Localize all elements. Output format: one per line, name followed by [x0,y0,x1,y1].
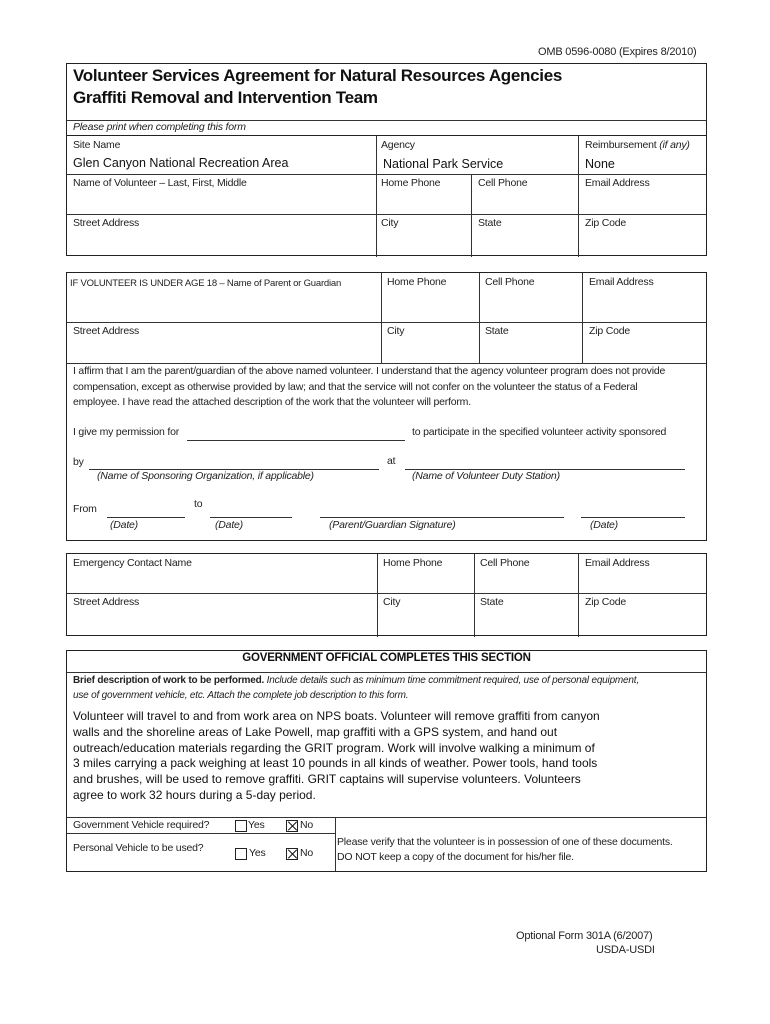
brief-description-instructions: Brief description of work to be performed. Include details such as minimum time commitment required, use of personal equipment, [73,675,639,686]
emergency-email-label: Email Address [585,557,650,569]
emergency-home-phone-label: Home Phone [383,557,443,569]
to-date-line[interactable] [210,517,292,518]
title-box [66,63,707,136]
at-label: at [387,455,396,467]
guardian-email-label: Email Address [589,276,654,288]
signature-date-caption: (Date) [590,519,618,531]
brief-description-instructions-2: use of government vehicle, etc. Attach the complete job description to this form. [73,690,409,701]
to-label: to [194,498,203,510]
volunteer-zip-label: Zip Code [585,217,627,229]
government-vehicle-label: Government Vehicle required? [73,819,210,831]
government-vehicle-no-checkbox[interactable] [286,820,298,832]
personal-vehicle-no-checkbox[interactable] [286,848,298,860]
volunteer-state-label: State [478,217,502,229]
duty-station-caption: (Name of Volunteer Duty Station) [412,470,560,482]
from-label: From [73,503,97,515]
personal-vehicle-no-label: No [300,847,314,859]
emergency-state-label: State [480,596,504,608]
volunteer-name-line[interactable] [187,440,405,441]
reimbursement-label: Reimbursement (if any) [585,139,690,151]
agency-field[interactable]: National Park Service [383,157,504,171]
government-vehicle-yes-label: Yes [248,819,265,831]
permission-suffix: to participate in the specified volunteer activity sponsored [412,426,667,438]
site-name-field[interactable]: Glen Canyon National Recreation Area [73,156,289,170]
personal-vehicle-yes-label: Yes [249,847,266,859]
print-note: Please print when completing this form [73,121,246,133]
guardian-cell-phone-label: Cell Phone [485,276,535,288]
emergency-city-label: City [383,596,401,608]
personal-vehicle-label: Personal Vehicle to be used? [73,842,204,854]
form-number: Optional Form 301A (6/2007) [516,930,653,942]
reimbursement-field[interactable]: None [585,157,615,171]
emergency-cell-phone-label: Cell Phone [480,557,530,569]
footer-agency: USDA-USDI [596,944,655,956]
from-date-line[interactable] [107,517,185,518]
guardian-home-phone-label: Home Phone [387,276,447,288]
volunteer-cell-phone-label: Cell Phone [478,177,528,189]
government-section-heading: GOVERNMENT OFFICIAL COMPLETES THIS SECTION [242,652,531,664]
sponsor-caption: (Name of Sponsoring Organization, if applicable) [97,470,314,482]
permission-prefix: I give my permission for [73,426,180,438]
guardian-signature-line[interactable] [320,517,564,518]
personal-vehicle-yes-checkbox[interactable] [235,848,247,860]
guardian-name-label: IF VOLUNTEER IS UNDER AGE 18 – Name of Parent or Guardian [70,278,342,289]
to-date-caption: (Date) [215,519,243,531]
volunteer-street-label: Street Address [73,217,140,229]
guardian-street-label: Street Address [73,325,140,337]
agency-label: Agency [381,139,415,151]
guardian-state-label: State [485,325,509,337]
form-title: Volunteer Services Agreement for Natural Resources Agencies [73,66,563,85]
volunteer-info-section [66,135,707,256]
omb-number: OMB 0596-0080 (Expires 8/2010) [538,46,697,58]
emergency-street-label: Street Address [73,596,140,608]
government-section [66,650,707,872]
emergency-contact-section [66,553,707,636]
work-description[interactable]: Volunteer will travel to and from work area on NPS boats. Volunteer will remove graffiti from canyon walls and the shoreline areas of Lake Powell, map graffiti with a GPS system, and hand out outreach/education materials regarding the GRIT program. Work will involve walking a minimum of 3 miles carrying a pack weighing at least 10 pounds in all kinds of weather. Power tools, hand tools and brushes, will be used to remove graffiti. GRIT captains will supervise volunteers. Volunteers agree to work 32 hours during a 5-day period. [73,709,600,802]
document-verification-note: Please verify that the volunteer is in possession of one of these documents. DO NOT keep a copy of the document for his/her file. [337,836,673,863]
volunteer-name-label: Name of Volunteer – Last, First, Middle [73,177,247,189]
volunteer-city-label: City [381,217,399,229]
guardian-section [66,272,707,541]
affirmation-text: I affirm that I am the parent/guardian of the above named volunteer. I understand that the agency volunteer program does not provide compensation, except as otherwise provided by law; and that the service will not confer on the volunteer the status of a Federal employee. I have read the attached description of the work that the volunteer will perform. [73,365,666,408]
emergency-zip-label: Zip Code [585,596,627,608]
guardian-city-label: City [387,325,405,337]
signature-caption: (Parent/Guardian Signature) [329,519,456,531]
signature-date-line[interactable] [581,517,685,518]
emergency-name-label: Emergency Contact Name [73,557,192,569]
government-vehicle-yes-checkbox[interactable] [235,820,247,832]
volunteer-email-label: Email Address [585,177,650,189]
form-subtitle: Graffiti Removal and Intervention Team [73,88,378,107]
guardian-zip-label: Zip Code [589,325,631,337]
site-name-label: Site Name [73,139,121,151]
volunteer-home-phone-label: Home Phone [381,177,441,189]
by-label: by [73,456,84,468]
from-date-caption: (Date) [110,519,138,531]
government-vehicle-no-label: No [300,819,314,831]
